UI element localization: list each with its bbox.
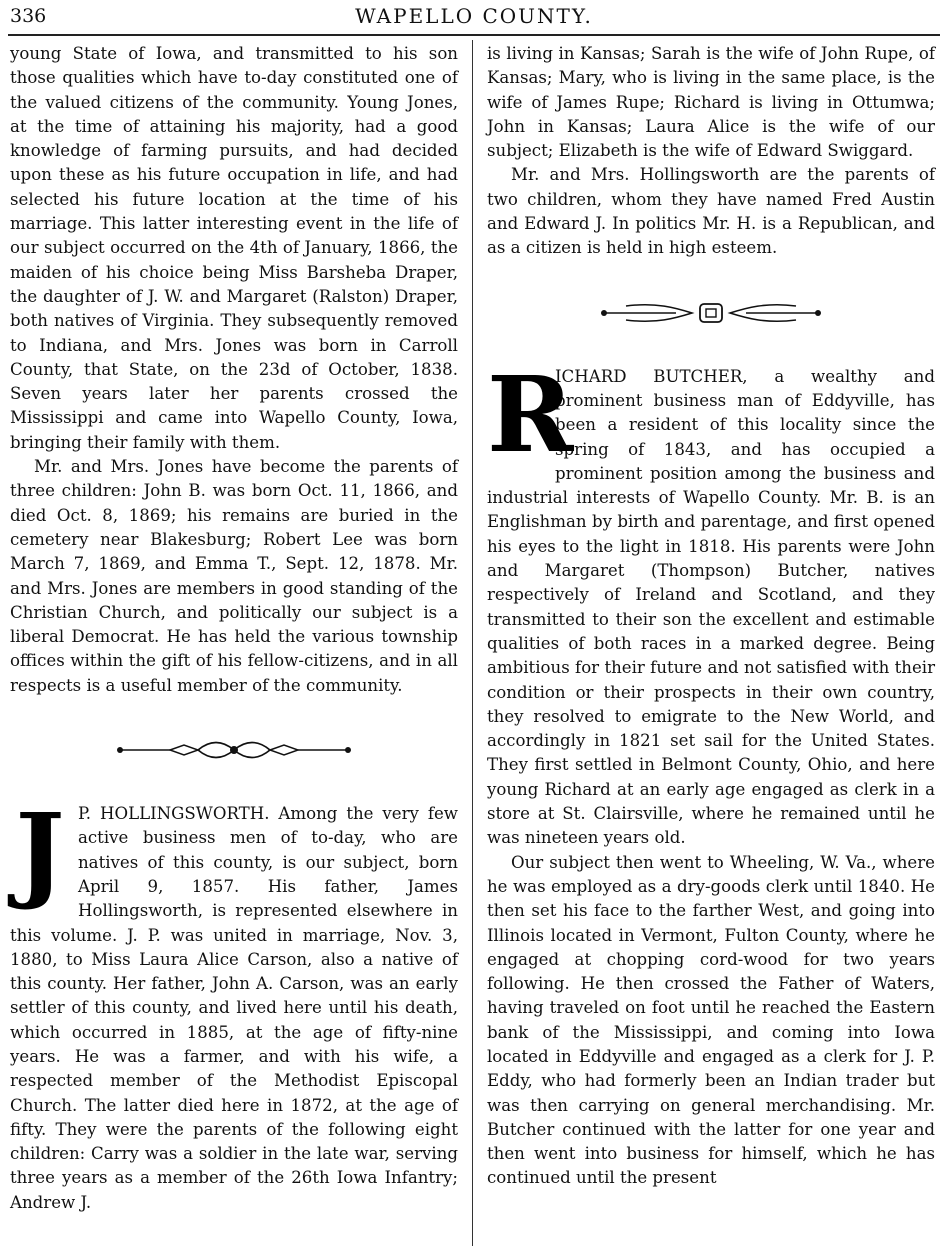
paragraph: Mr. and Mrs. Jones have become the parents of three children: John B. was born Oct. 11, 1866, and died Oct. 8, 1869; his remains are buried in the cemetery near Blakesburg; Robert Lee was born March 7, 1869, and Emma T., Sept. 12, 1878. Mr. and Mrs. Jones are members in good standing of the Christian Church, and politically our subject is a liberal Democrat. He has held the various township offices within the gift of his fellow-citizens, and in all respects is a useful member of the community.	[10, 457, 458, 695]
drop-cap-j: J	[15, 790, 65, 914]
biography-hollingsworth: J P. HOLLINGSWORTH. Among the very few active business men of to-day, who are natives of this county, is our subject, born April 9, 1857. His father, James Hollingsworth, is represented elsewhere in this volume. J. P. was united in marriage, Nov. 3, 1880, to Miss Laura Alice Carson, also a native of this county. Her father, John A. Carson, was an early settler of this county, and lived here until his death, which occurred in 1885, at the age of fifty-nine years. He was a farmer, and with his wife, a respected member of the Methodist Episcopal Church. The latter died here in 1872, at the age of fifty. They were the parents of the following eight children: Carry was a soldier in the late war, serving three years as a member of the 26th Iowa Infantry; Andrew J.	[10, 790, 458, 1212]
paragraph: Our subject then went to Wheeling, W. Va., where he was employed as a dry-goods clerk until 1840. He then set his face to the farther West, and going into Illinois located in Vermont, Fulton County, where he engaged at chopping cord-wood for two years following. He then crossed the Father of Waters, having traveled on foot until he reached the Eastern bank of the Mississippi, and coming into Iowa located in Eddyville and engaged as a clerk for J. P. Eddy, who had formerly been an Indian trader but was then carrying on general merchandising. Mr. Butcher continued with the latter for one year and then went into business for himself, which he has continued until the present	[487, 852, 935, 1188]
page-header	[0, 0, 948, 36]
ornament-divider-icon	[10, 728, 458, 772]
drop-cap-r: R	[487, 352, 574, 476]
header-rule	[8, 34, 940, 36]
right-column	[487, 42, 935, 1191]
column-divider	[472, 40, 473, 1246]
paragraph: young State of Iowa, and transmitted to his son those qualities which have to-day constituted one of the valued citizens of the community. Young Jones, at the time of attaining his majority, had a good knowledge of farming pursuits, and had decided upon these as his future occupation in life, and had selected his future location at the time of his marriage. This latter interesting event in the life of our subject occurred on the 4th of January, 1866, the maiden of his choice being Miss Barsheba Draper, the daughter of J. W. and Margaret (Ralston) Draper, both natives of Virginia. They subsequently removed to Indiana, and Mrs. Jones was born in Carroll County, that State, on the 23d of October, 1838. Seven years later her parents crossed the Mississippi and came into Wapello County, Iowa, bringing their family with them.	[10, 44, 458, 452]
left-column	[10, 42, 458, 1215]
ornament-divider-icon	[487, 291, 935, 335]
paragraph: is living in Kansas; Sarah is the wife of John Rupe, of Kansas; Mary, who is living in the same place, is the wife of James Rupe; Richard is living in Ottumwa; John in Kansas; Laura Alice is the wife of our subject; Elizabeth is the wife of Edward Swiggard.	[487, 44, 935, 161]
page-number: 336	[10, 5, 47, 27]
biography-butcher: R ICHARD BUTCHER, a wealthy and prominent business man of Eddyville, has been a resident of this locality since the spring of 1843, and has occupied a prominent position among the business and industrial interests of Wapello County. Mr. B. is an Englishman by birth and parentage, and first opened his eyes to the light in 1818. His parents were John and Margaret (Thompson) Butcher, natives respectively of Ireland and Scotland, and they transmitted to their son the excellent and estimable qualities of both races in a marked degree. Being ambitious for their future and not satisfied with their condition or their prospects in their own country, they resolved to emigrate to the New World, and accordingly in 1821 set sail for the United States. They first settled in Belmont County, Ohio, and here young Richard at an early age engaged as clerk in a store at St. Clairsville, where he remained until he was nineteen years old.	[487, 352, 935, 848]
running-head: WAPELLO COUNTY.	[355, 4, 593, 28]
paragraph: Mr. and Mrs. Hollingsworth are the parents of two children, whom they have named Fred Austin and Edward J. In politics Mr. H. is a Republican, and as a citizen is held in high esteem.	[487, 165, 935, 258]
